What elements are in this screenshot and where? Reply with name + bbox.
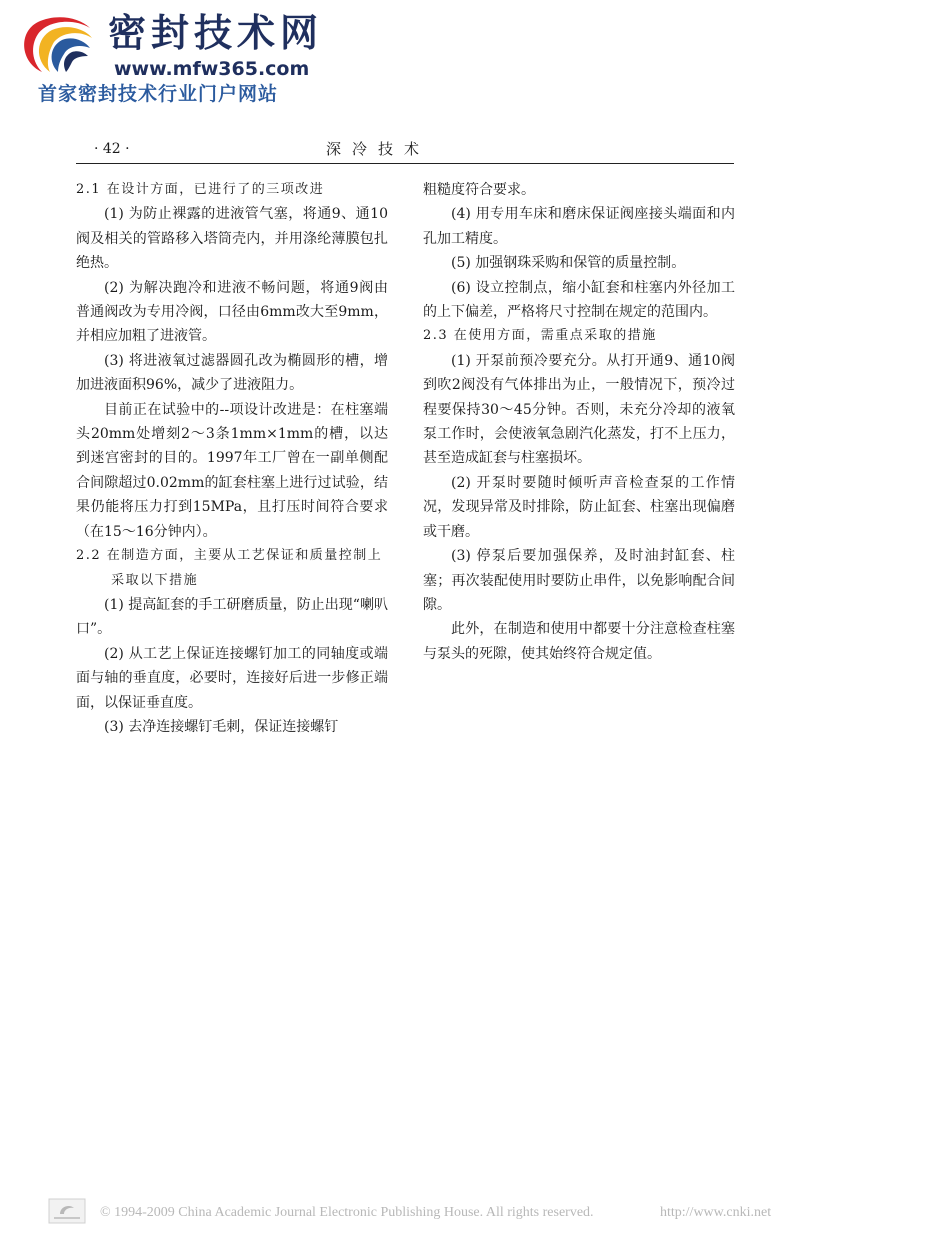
paragraph: (4) 用专用车床和磨床保证阀座接头端面和内孔加工精度。 <box>423 206 735 247</box>
paragraph: (3) 将进液氧过滤器圆孔改为椭圆形的槽，增加进液面积96%，减少了进液阻力。 <box>76 352 388 394</box>
paragraph: (3) 停泵后要加强保养，及时油封缸套、柱塞；再次装配使用时要防止串件，以免影响配合间隙。 <box>423 548 735 613</box>
paragraph: (2) 为解决跑冷和进液不畅问题，将通9阀由普通阀改为专用冷阀，口径由6mm改大至9mm，并相应加粗了进液管。 <box>76 279 388 345</box>
section-2-3-heading: 2.3 在使用方面，需重点采取的措施 <box>423 328 657 344</box>
paragraph: 目前正在试验中的--项设计改进是：在柱塞端头20mm处增刻2～3条1mm×1mm的槽，以达到迷宫密封的目的。1997年工厂曾在一副单侧配合间隙超过0.02mm的缸套柱塞上进行过试验，结果仍能将压力打到15MPa，且打压时间符合要求（在15～16分钟内）。 <box>76 401 388 540</box>
section-2-1-heading: 2.1 在设计方面，已进行了的三项改进 <box>76 182 325 197</box>
cnki-link[interactable]: http://www.cnki.net <box>660 1205 772 1220</box>
swoosh-logo-icon <box>12 10 98 82</box>
header-rule <box>76 163 734 164</box>
journal-title: 深冷技术 <box>326 140 431 158</box>
paragraph: (1) 提高缸套的手工研磨质量，防止出现“喇叭口”。 <box>76 596 388 638</box>
cnki-logo-icon <box>48 1198 86 1224</box>
paragraph: (3) 去净连接螺钉毛刺，保证连接螺钉 <box>104 718 339 735</box>
paragraph-continued: 粗糙度符合要求。 <box>423 182 535 198</box>
page-number: · 42 · <box>94 141 130 157</box>
site-name: 密封技术网 <box>108 10 324 55</box>
paragraph: (1) 开泵前预冷要充分。从打开通9、通10阀到吹2阀没有气体排出为止，一般情况下，预冷过程要保持30～45分钟。否则，未充分冷却的液氧泵工作时，会使液氧急剧汽化蒸发，打不上压力，甚至造成缸套与柱塞损坏。 <box>423 352 735 467</box>
left-column <box>76 178 388 739</box>
paragraph: (2) 从工艺上保证连接螺钉加工的同轴度或端面与轴的垂直度，必要时，连接好后进一步修正端面，以保证垂直度。 <box>76 645 388 711</box>
paragraph: (6) 设立控制点，缩小缸套和柱塞内外径加工的上下偏差，严格将尺寸控制在规定的范围内。 <box>423 279 735 321</box>
copyright-notice: © 1994-2009 China Academic Journal Electronic Publishing House. All rights reserved. <box>100 1205 594 1220</box>
site-url[interactable]: www.mfw365.com <box>114 58 310 80</box>
paragraph: (5) 加强钢珠采购和保管的质量控制。 <box>451 255 686 272</box>
right-column <box>423 178 735 666</box>
paragraph: (2) 开泵时要随时倾听声音检查泵的工作情况，发现异常及时排除，防止缸套、柱塞出现偏磨或干磨。 <box>423 474 735 540</box>
paragraph: 此外，在制造和使用中都要十分注意检查柱塞与泵头的死隙，使其始终符合规定值。 <box>423 621 735 662</box>
site-tagline: 首家密封技术行业门户网站 <box>38 83 279 105</box>
section-2-2-heading: 2.2 在制造方面，主要从工艺保证和质量控制上采取以下措施 <box>76 548 383 588</box>
paragraph: (1) 为防止裸露的进液管气塞，将通9、通10阀及相关的管路移入塔筒壳内，并用涤纶薄膜包扎绝热。 <box>76 206 388 272</box>
